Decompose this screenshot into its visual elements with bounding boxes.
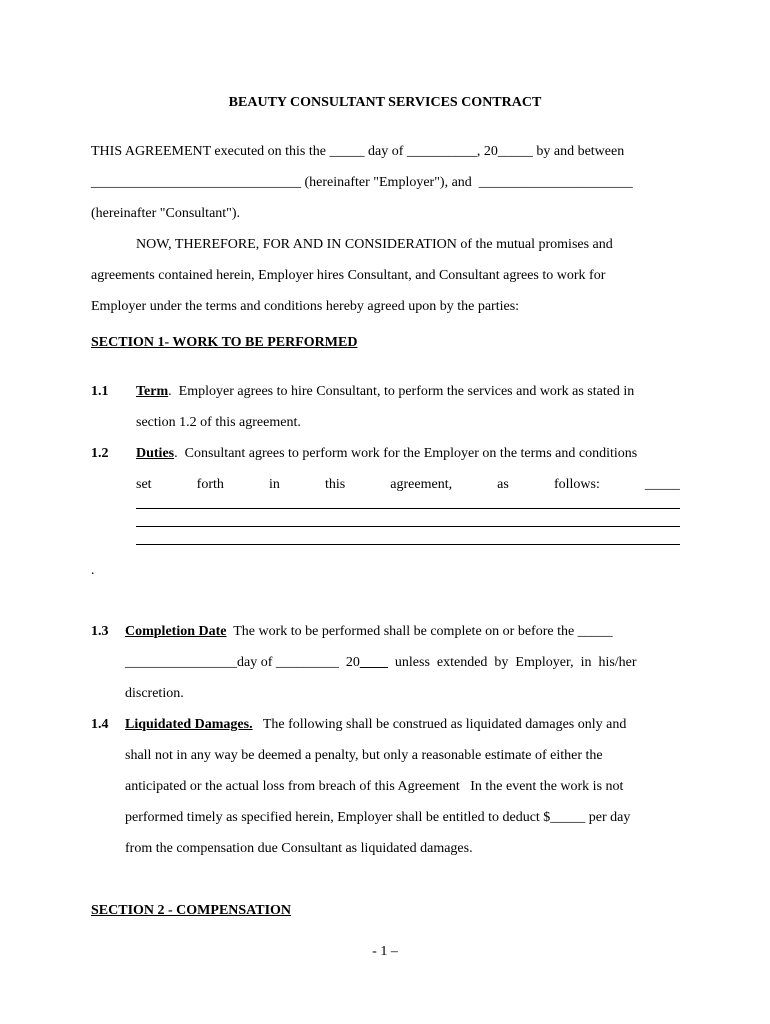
clause-1-3-line-2 [125, 654, 637, 672]
justified-word: agreement, [390, 477, 453, 492]
justified-word: set [136, 477, 152, 492]
intro-line-3: (hereinafter "Consultant"). [91, 206, 241, 221]
clause-1-3-label: Completion Date [125, 624, 227, 639]
blank-rule-3 [136, 544, 680, 545]
page-number: - 1 – [372, 944, 398, 959]
clause-1-2-number: 1.2 [91, 446, 109, 461]
clause-1-3-line-2-a: ________________day of _________ 20 [125, 655, 360, 670]
intro-line-1: THIS AGREEMENT executed on this the _____ day of __________, 20_____ by and between [91, 144, 625, 159]
clause-1-3-text: The work to be performed shall be complete on or before the _____ [226, 624, 613, 639]
stray-period: . [91, 563, 95, 578]
document-title: BEAUTY CONSULTANT SERVICES CONTRACT [228, 95, 542, 110]
justified-word: follows: [553, 477, 600, 492]
now-therefore-line-1: NOW, THEREFORE, FOR AND IN CONSIDERATION of the mutual promises and [136, 237, 613, 252]
justified-word: this [324, 477, 346, 492]
justified-word: in [268, 477, 280, 492]
clause-1-4-line-1 [125, 716, 626, 734]
clause-1-2-label: Duties [136, 446, 175, 461]
clause-1-4-text: The following shall be construed as liquidated damages only and [252, 717, 627, 732]
section-2-heading: SECTION 2 - COMPENSATION [91, 903, 292, 918]
clause-1-3-line-1 [125, 623, 613, 641]
section-1-heading: SECTION 1- WORK TO BE PERFORMED [91, 335, 358, 350]
clause-1-4-line-5: from the compensation due Consultant as liquidated damages. [125, 841, 473, 856]
clause-1-1-text: . Employer agrees to hire Consultant, to perform the services and work as stated in [168, 384, 635, 399]
clause-1-3-number: 1.3 [91, 624, 109, 639]
clause-1-2-line-2 [136, 476, 680, 494]
justified-word: as [497, 477, 509, 492]
blank-rule-2 [136, 526, 680, 527]
justified-word: forth [196, 477, 224, 492]
clause-1-1-label: Term [136, 384, 169, 399]
clause-1-3-year-blank: ____ [359, 655, 388, 670]
clause-1-3-line-3: discretion. [125, 686, 184, 701]
clause-1-4-line-2: shall not in any way be deemed a penalty, but only a reasonable estimate of either the [125, 748, 603, 763]
clause-1-2-line-1 [136, 445, 637, 463]
clause-1-3-line-2-c: unless extended by Employer, in his/her [387, 655, 637, 670]
now-therefore-line-3: Employer under the terms and conditions hereby agreed upon by the parties: [91, 299, 520, 314]
now-therefore-line-2: agreements contained herein, Employer hires Consultant, and Consultant agrees to work for [91, 268, 606, 283]
blank-rule-1 [136, 508, 680, 509]
clause-1-4-line-4: performed timely as specified herein, Employer shall be entitled to deduct $_____ per day [125, 810, 631, 825]
clause-1-4-label: Liquidated Damages. [125, 717, 253, 732]
intro-line-2: ______________________________ (hereinafter "Employer"), and ______________________ [91, 175, 633, 190]
justified-word: _____ [644, 477, 680, 492]
clause-1-1-line-2: section 1.2 of this agreement. [136, 415, 301, 430]
clause-1-1-line-1 [136, 383, 634, 401]
clause-1-2-text: . Consultant agrees to perform work for the Employer on the terms and conditions [174, 446, 638, 461]
clause-1-4-number: 1.4 [91, 717, 109, 732]
clause-1-4-line-3: anticipated or the actual loss from breach of this Agreement In the event the work is not [125, 779, 624, 794]
clause-1-1-number: 1.1 [91, 384, 109, 399]
